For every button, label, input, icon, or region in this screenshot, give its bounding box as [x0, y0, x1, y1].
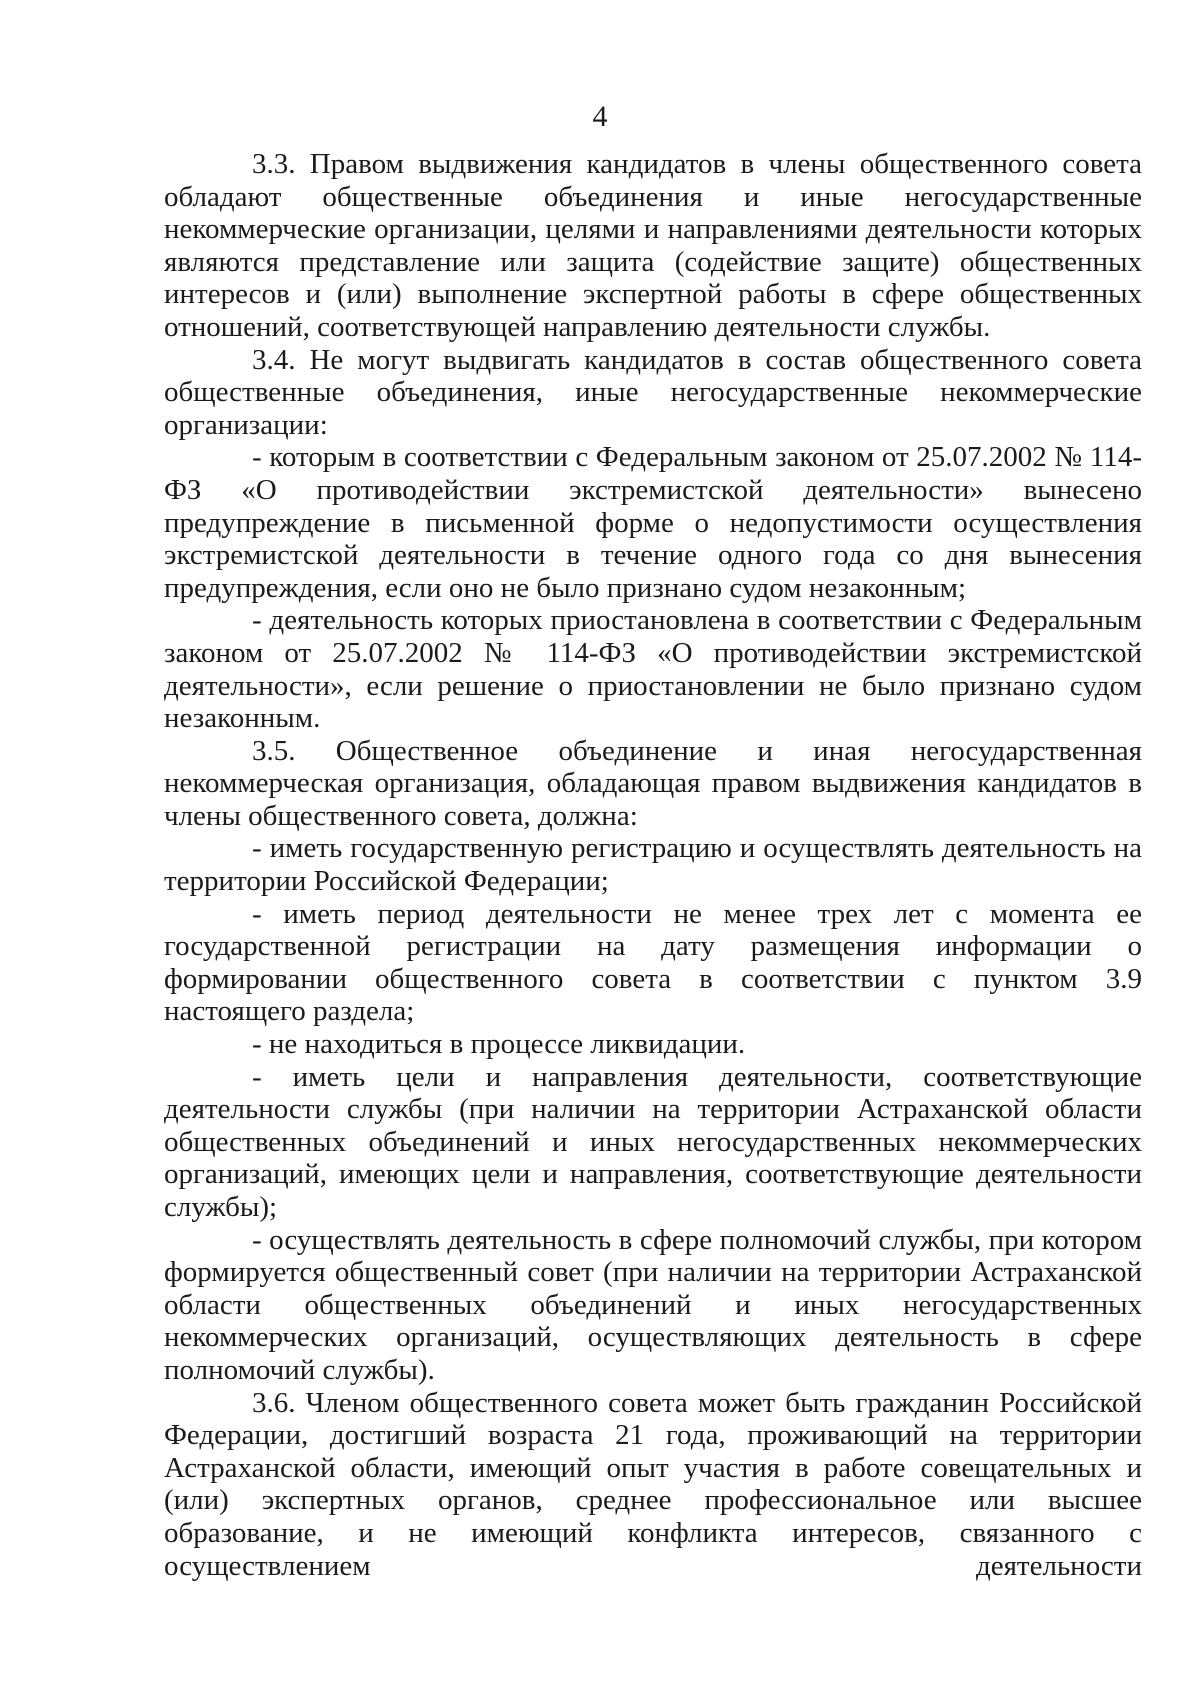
paragraph-3-4: 3.4. Не могут выдвигать кандидатов в состав общественного совета общественные объединения, иные негосударственные некоммерческие организации: — [164, 343, 1142, 441]
list-item: - иметь цели и направления деятельности, соответствующие деятельности службы (при наличии на территории Астраханской области общественных объединений и иных негосударственных некоммерческих организаций, имеющих цели и направления, соответствующие деятельности службы); — [164, 1060, 1142, 1223]
paragraph-3-3: 3.3. Правом выдвижения кандидатов в члены общественного совета обладают общественные объединения и иные негосударственные некоммерческие организации, целями и направлениями деятельности которых являются представление или защита (содействие защите) общественных интересов и (или) выполнение экспертной работы в сфере общественных отношений, соответствующей направлению деятельности службы. — [164, 148, 1142, 343]
document-body — [164, 148, 1142, 1582]
paragraph-3-5: 3.5. Общественное объединение и иная негосударственная некоммерческая организация, обладающая правом выдвижения кандидатов в члены общественного совета, должна: — [164, 734, 1142, 832]
list-item: - иметь государственную регистрацию и осуществлять деятельность на территории Российской Федерации; — [164, 832, 1142, 898]
list-item: - деятельность которых приостановлена в соответствии с Федеральным законом от 25.07.2002 № 114-ФЗ «О противодействии экстремистской деятельности», если решение о приостановлении не было признано судом незаконным. — [164, 604, 1142, 735]
page-number: 4 — [592, 100, 608, 133]
list-item: - иметь период деятельности не менее трех лет с момента ее государственной регистрации на дату размещения информации о формировании общественного совета в соответствии с пунктом 3.9 настоящего раздела; — [164, 897, 1142, 1028]
list-item: - которым в соответствии с Федеральным законом от 25.07.2002 № 114-ФЗ «О противодействии экстремистской деятельности» вынесено предупреждение в письменной форме о недопустимости осуществления экстремистской деятельности в течение одного года со дня вынесения предупреждения, если оно не было признано судом незаконным; — [164, 441, 1142, 604]
list-item: - не находиться в процессе ликвидации. — [252, 1028, 746, 1061]
list-item: - осуществлять деятельность в сфере полномочий службы, при котором формируется общественный совет (при наличии на территории Астраханской области общественных объединений и иных негосударственных некоммерческих организаций, осуществляющих деятельность в сфере полномочий службы). — [164, 1223, 1142, 1386]
paragraph-3-6: 3.6. Членом общественного совета может быть гражданин Российской Федерации, достигший возраста 21 года, проживающий на территории Астраханской области, имеющий опыт участия в работе совещательных и (или) экспертных органов, среднее профессиональное или высшее образование, и не имеющий конфликта интересов, связанного с осуществлением деятельности — [164, 1386, 1142, 1582]
